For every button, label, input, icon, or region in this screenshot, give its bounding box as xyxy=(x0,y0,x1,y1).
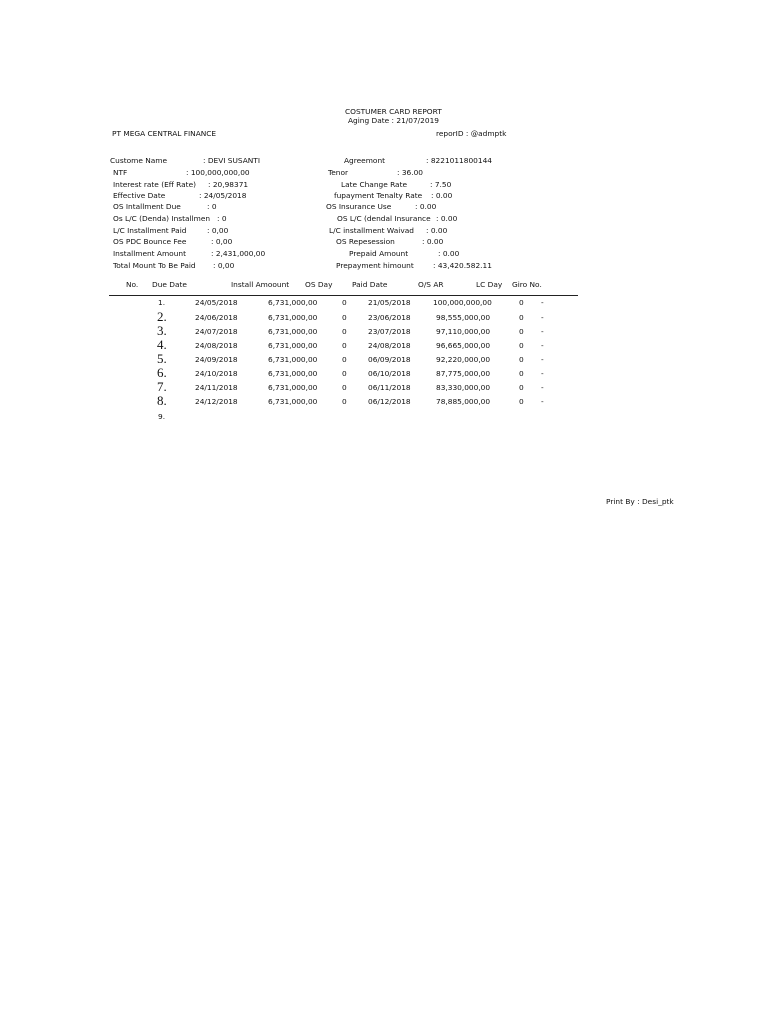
col-header-paid-date: Paid Date xyxy=(352,280,388,289)
field-os-installment-due-label: OS Intallment Due xyxy=(113,202,181,211)
row-giro-no: - xyxy=(541,355,544,364)
field-agreement-value: : 8221011800144 xyxy=(426,156,492,165)
row-giro-no: - xyxy=(541,397,544,406)
field-late-charge-rate-label: Late Change Rate xyxy=(341,180,408,189)
row-lc-day: 0 xyxy=(519,327,524,336)
row-os-ar: 87,775,000,00 xyxy=(436,369,491,378)
row-os-day: 0 xyxy=(342,298,347,307)
row-os-day: 0 xyxy=(342,313,347,322)
field-os-lc-insurance-value: : 0.00 xyxy=(436,214,458,223)
row-lc-day: 0 xyxy=(519,341,524,350)
print-by: Print By : Desi_ptk xyxy=(606,497,674,506)
field-os-pdc-bounce-fee-value: : 0,00 xyxy=(211,237,233,246)
row-os-ar: 96,665,000,00 xyxy=(436,341,491,350)
field-prepayment-penalty-rate-label: fupayment Tenalty Rate xyxy=(334,191,423,200)
row-no: 3. xyxy=(157,323,167,338)
row-install-amount: 6,731,000,00 xyxy=(268,355,318,364)
row-install-amount: 6,731,000,00 xyxy=(268,313,318,322)
field-ntf-label: NTF xyxy=(113,168,128,177)
field-late-charge-rate-value: : 7.50 xyxy=(430,180,452,189)
field-os-insurance-use-value: : 0.00 xyxy=(415,202,437,211)
row-os-day: 0 xyxy=(342,369,347,378)
row-due-date: 24/12/2018 xyxy=(195,397,238,406)
row-paid-date: 06/12/2018 xyxy=(368,397,411,406)
row-install-amount: 6,731,000,00 xyxy=(268,341,318,350)
row-paid-date: 24/08/2018 xyxy=(368,341,411,350)
row-no-extra: 9. xyxy=(158,412,166,421)
col-header-giro-no: Giro No. xyxy=(512,280,542,289)
row-lc-day: 0 xyxy=(519,397,524,406)
field-os-pdc-bounce-fee-label: OS PDC Bounce Fee xyxy=(113,237,187,246)
row-due-date: 24/09/2018 xyxy=(195,355,238,364)
row-os-ar: 78,885,000,00 xyxy=(436,397,491,406)
row-due-date: 24/06/2018 xyxy=(195,313,238,322)
row-due-date: 24/07/2018 xyxy=(195,327,238,336)
col-header-os-ar: O/S AR xyxy=(418,280,444,289)
row-install-amount: 6,731,000,00 xyxy=(268,369,318,378)
row-lc-day: 0 xyxy=(519,383,524,392)
field-interest-rate-label: Interest rate (Eff Rate) xyxy=(113,180,197,189)
row-lc-day: 0 xyxy=(519,355,524,364)
field-prepayment-amount-label: Prepayment himount xyxy=(336,261,414,270)
row-due-date: 24/05/2018 xyxy=(195,298,238,307)
row-no: 6. xyxy=(157,365,167,380)
row-lc-day: 0 xyxy=(519,313,524,322)
field-os-installment-due-value: : 0 xyxy=(207,202,217,211)
field-total-to-be-paid-value: : 0,00 xyxy=(213,261,235,270)
row-os-ar: 100,000,000,00 xyxy=(433,298,492,307)
row-due-date: 24/10/2018 xyxy=(195,369,238,378)
col-header-no: No. xyxy=(126,280,139,289)
col-header-os-day: OS Day xyxy=(305,280,333,289)
field-os-lc-installment-label: Os L/C (Denda) Installmen xyxy=(113,214,211,223)
field-lc-installment-waived-label: L/C installment Waivad xyxy=(329,226,414,235)
row-paid-date: 06/10/2018 xyxy=(368,369,411,378)
field-os-insurance-use-label: OS Insurance Use xyxy=(326,202,392,211)
row-os-ar: 92,220,000,00 xyxy=(436,355,491,364)
row-no: 7. xyxy=(157,379,167,394)
company-name: PT MEGA CENTRAL FINANCE xyxy=(112,129,217,138)
field-os-lc-installment-value: : 0 xyxy=(217,214,227,223)
aging-date: Aging Date : 21/07/2019 xyxy=(348,116,439,125)
row-giro-no: - xyxy=(541,383,544,392)
row-lc-day: 0 xyxy=(519,369,524,378)
field-lc-installment-waived-value: : 0.00 xyxy=(426,226,448,235)
report-id: reporID : @admptk xyxy=(436,129,507,138)
field-os-repossession-value: : 0.00 xyxy=(422,237,444,246)
field-os-lc-insurance-label: OS L/C (dendal Insurance xyxy=(337,214,431,223)
col-header-install-amount: Install Amoount xyxy=(231,280,290,289)
row-paid-date: 23/07/2018 xyxy=(368,327,411,336)
field-customer-name-label: Custome Name xyxy=(110,156,168,165)
field-effective-date-label: Effective Date xyxy=(113,191,166,200)
row-os-day: 0 xyxy=(342,383,347,392)
row-no: 4. xyxy=(157,337,167,352)
row-os-ar: 98,555,000,00 xyxy=(436,313,491,322)
field-lc-installment-paid-label: L/C Installment Paid xyxy=(113,226,187,235)
row-giro-no: - xyxy=(541,298,544,307)
col-header-due-date: Due Date xyxy=(152,280,187,289)
row-install-amount: 6,731,000,00 xyxy=(268,327,318,336)
row-due-date: 24/08/2018 xyxy=(195,341,238,350)
row-os-ar: 97,110,000,00 xyxy=(436,327,491,336)
field-agreement-label: Agreemont xyxy=(344,156,386,165)
row-paid-date: 06/09/2018 xyxy=(368,355,411,364)
field-installment-amount-value: : 2,431,000,00 xyxy=(211,249,266,258)
row-due-date: 24/11/2018 xyxy=(195,383,238,392)
field-prepayment-amount-value: : 43,420.582.11 xyxy=(433,261,492,270)
row-os-day: 0 xyxy=(342,327,347,336)
field-prepaid-amount-label: Prepaid Amount xyxy=(349,249,409,258)
field-os-repossession-label: OS Repesession xyxy=(336,237,395,246)
field-effective-date-value: : 24/05/2018 xyxy=(199,191,247,200)
row-giro-no: - xyxy=(541,327,544,336)
field-ntf-value: : 100,000,000,00 xyxy=(186,168,250,177)
row-giro-no: - xyxy=(541,313,544,322)
field-installment-amount-label: Installment Amount xyxy=(113,249,186,258)
col-header-lc-day: LC Day xyxy=(476,280,503,289)
row-paid-date: 21/05/2018 xyxy=(368,298,411,307)
row-os-day: 0 xyxy=(342,355,347,364)
field-prepayment-penalty-rate-value: : 0.00 xyxy=(431,191,453,200)
row-install-amount: 6,731,000,00 xyxy=(268,298,318,307)
field-lc-installment-paid-value: : 0,00 xyxy=(207,226,229,235)
row-giro-no: - xyxy=(541,369,544,378)
row-paid-date: 23/06/2018 xyxy=(368,313,411,322)
report-title: COSTUMER CARD REPORT xyxy=(345,107,442,116)
row-install-amount: 6,731,000,00 xyxy=(268,383,318,392)
table-header-rule xyxy=(109,295,578,296)
row-os-day: 0 xyxy=(342,341,347,350)
row-lc-day: 0 xyxy=(519,298,524,307)
field-tenor-value: : 36.00 xyxy=(397,168,423,177)
row-no: 1. xyxy=(158,298,166,307)
row-no: 8. xyxy=(157,393,167,408)
field-tenor-label: Tenor xyxy=(328,168,349,177)
field-customer-name-value: : DEVI SUSANTI xyxy=(203,156,260,165)
row-paid-date: 06/11/2018 xyxy=(368,383,411,392)
row-install-amount: 6,731,000,00 xyxy=(268,397,318,406)
row-os-day: 0 xyxy=(342,397,347,406)
row-giro-no: - xyxy=(541,341,544,350)
row-os-ar: 83,330,000,00 xyxy=(436,383,491,392)
field-interest-rate-value: : 20,98371 xyxy=(208,180,249,189)
row-no: 2. xyxy=(157,309,167,324)
field-prepaid-amount-value: : 0.00 xyxy=(438,249,460,258)
field-total-to-be-paid-label: Total Mount To Be Paid xyxy=(113,261,196,270)
row-no: 5. xyxy=(157,351,167,366)
